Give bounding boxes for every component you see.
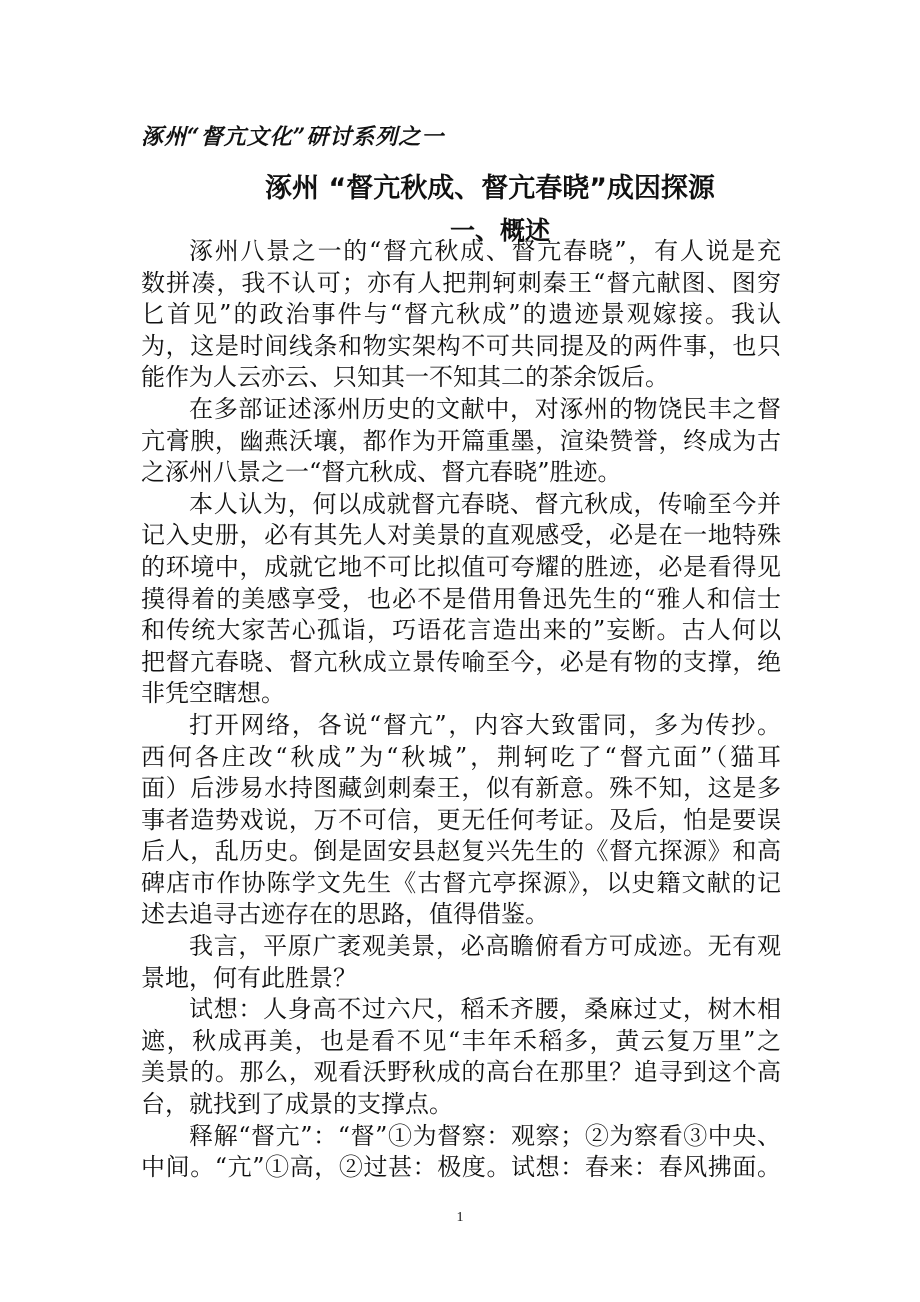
text-line: 遮，秋成再美，也是看不见“丰年禾稻多，黄云复万里”之: [141, 1026, 781, 1055]
body-text: [141, 236, 781, 1184]
text-line: 美景的。那么，观看沃野秋成的高台在那里？追寻到这个高: [141, 1058, 781, 1087]
text-line: 我言，平原广袤观美景，必高瞻俯看方可成迹。无有观: [189, 932, 781, 961]
main-title: [0, 166, 920, 205]
text-line: 数拼凑，我不认可；亦有人把荆轲刺秦王“督亢献图、图穷: [141, 268, 781, 297]
page-number: 1: [456, 1210, 464, 1225]
text-line: 事者造势戏说，万不可信，更无任何考证。及后，怕是要误: [141, 805, 781, 834]
text-line: 涿州八景之一的“督亢秋成、督亢春晓”，有人说是充: [189, 237, 781, 265]
text-line: 亢膏腴，幽燕沃壤，都作为开篇重墨，渲染赞誉，终成为古: [141, 426, 781, 455]
text-line: 碑店市作协陈学文先生《古督亢亭探源》，以史籍文献的记: [141, 868, 781, 897]
main-title-text: 涿州 “督亢秋成、督亢春晓”成因探源: [265, 173, 715, 204]
text-line: 能作为人云亦云、只知其一不知其二的茶余饭后。: [141, 363, 669, 392]
text-line: 本人认为，何以成就督亢春晓、督亢秋成，传喻至今并: [189, 489, 781, 518]
text-line: 台，就找到了成景的支撑点。: [141, 1090, 453, 1119]
text-line: 述去追寻古迹存在的思路，值得借鉴。: [141, 900, 549, 929]
text-line: 把督亢春晓、督亢秋成立景传喻至今，必是有物的支撑，绝: [141, 647, 781, 676]
text-line: 的环境中，成就它地不可比拟值可夸耀的胜迹，必是看得见: [141, 552, 781, 581]
text-line: 面）后涉易水持图藏剑刺秦王，似有新意。殊不知，这是多: [141, 774, 781, 803]
text-line: 非凭空瞎想。: [141, 679, 285, 708]
text-line: 试想：人身高不过六尺，稻禾齐腰，桑麻过丈，树木相: [189, 995, 781, 1024]
series-title: 涿州“督亢文化”研讨系列之一: [141, 124, 445, 150]
section-heading-text: 一、概述: [449, 216, 550, 245]
text-line: 匕首见”的政治事件与“督亢秋成”的遗迹景观嫁接。我认: [141, 300, 781, 329]
text-line: 西何各庄改“秋成”为“秋城”，荆轲吃了“督亢面”（猫耳: [141, 742, 781, 771]
text-line: 中间。“亢”①高，②过甚：极度。试想：春来：春风拂面。: [141, 1153, 781, 1182]
text-line: 景地，何有此胜景？: [141, 963, 357, 992]
text-line: 释解“督亢”：“督”①为督察：观察；②为察看③中央、: [189, 1121, 781, 1150]
text-line: 后人，乱历史。倒是固安县赵复兴先生的《督亢探源》和高: [141, 837, 781, 866]
text-line: 摸得着的美感享受，也必不是借用鲁迅先生的“雅人和信士: [141, 584, 781, 613]
text-line: 为，这是时间线条和物实架构不可共同提及的两件事，也只: [141, 331, 781, 360]
text-line: 和传统大家苦心孤诣，巧语花言造出来的”妄断。古人何以: [141, 616, 781, 645]
text-line: 之涿州八景之一“督亢秋成、督亢春晓”胜迹。: [141, 458, 622, 487]
text-line: 在多部证述涿州历史的文献中，对涿州的物饶民丰之督: [189, 394, 781, 423]
text-line: 记入史册，必有其先人对美景的直观感受，必是在一地特殊: [141, 521, 781, 550]
text-line: 打开网络，各说“督亢”，内容大致雷同，多为传抄。: [189, 710, 781, 739]
